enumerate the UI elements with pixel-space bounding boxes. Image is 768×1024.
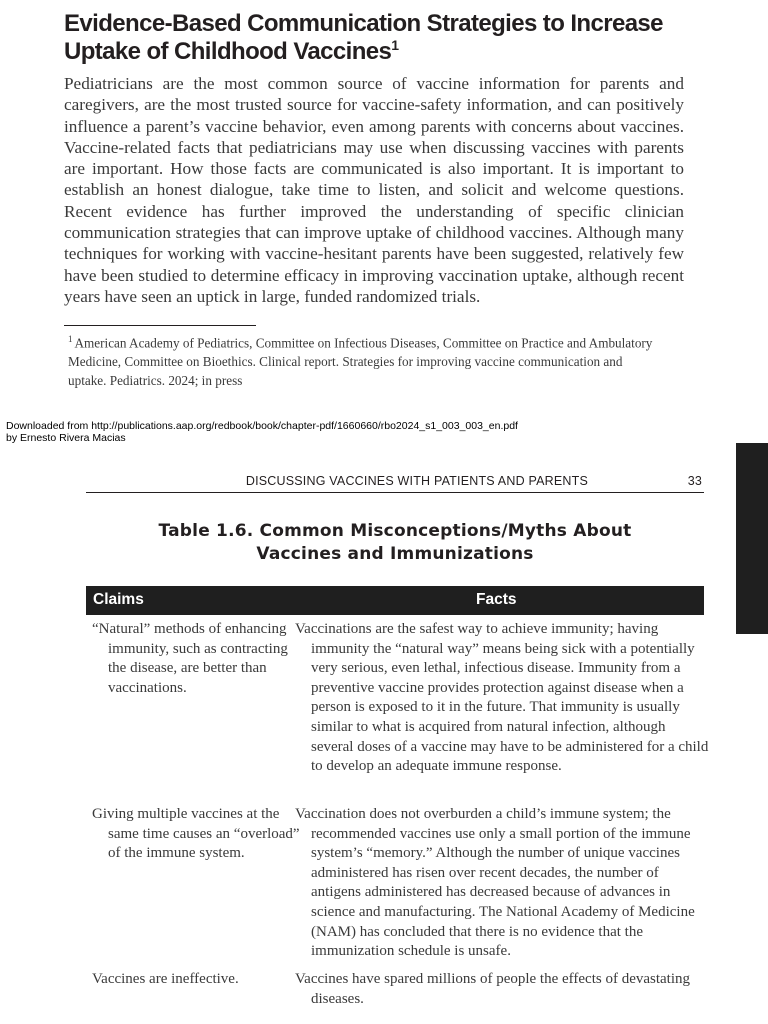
claim-cell: “Natural” methods of enhancing immunity, such as contracting the disease, are better than vaccinations. [92,621,288,696]
table-title [86,520,704,566]
claim-cell: Giving multiple vaccines at the same time causes an “overload” of the immune system. [92,806,300,862]
facts-column-header: Facts [476,591,517,608]
table-title-line-1: Table 1.6. Common Misconceptions/Myths About [158,521,632,541]
page-number: 33 [687,474,702,488]
footnote [64,330,660,390]
table-row [86,970,704,1012]
claims-column-header: Claims [93,591,144,608]
section-title: Evidence-Based Communication Strategies to Increase Uptake of Childhood Vaccines [64,10,663,65]
running-head [86,474,704,493]
table-row [86,620,709,798]
footnote-divider [64,325,256,326]
section-heading [64,10,724,66]
fact-cell: Vaccines have spared millions of people the effects of devastating diseases. [295,971,691,1007]
running-head-title: DISCUSSING VACCINES WITH PATIENTS AND PARENTS [245,474,588,488]
footnote-text: American Academy of Pediatrics, Committee on Infectious Diseases, Committee on Practice and Ambulatory Medicine, Committee on Bioethics. Clinical report. Strategies for improving vaccine communication and uptake. Pediatrics. 2024; in press [68,335,653,389]
table-row [86,805,704,963]
download-notice [6,421,566,444]
table-header [86,586,704,615]
fact-cell: Vaccinations are the safest way to achieve immunity; having immunity the “natural way” means being sick with a potentially very serious, even lethal, infectious disease. Immunity from a preventive vaccine provides protection against disease when a person is exposed to it in the future. That immunity is usually similar to what is acquired from natural infection, although several doses of a vaccine may have to be administered for a child to develop an adequate immune response. [295,621,709,775]
table-title-line-2: Vaccines and Immunizations [256,544,534,564]
footnote-marker: 1 [391,37,399,53]
intro-paragraph: Pediatricians are the most common source of vaccine information for parents and caregivers, are the most trusted source for vaccine-safety information, and can positively influence a parent’s vaccine behavior, even among parents with concerns about vaccines. Vaccine-related facts that pediatricians may use when discussing vaccines with parents are important. How those facts are communicated is also important. It is important to establish an honest dialogue, take time to listen, and solicit and welcome questions. Recent evidence has further improved the understanding of specific clinician communication strategies that can improve uptake of childhood vaccines. Although many techniques for working with vaccine-hesitant parents have been suggested, relatively few have been studied to determine efficacy in improving vaccination uptake, although recent years have seen an uptick in large, funded randomized trials. [64,74,684,306]
footnote-number: 1 [68,334,73,344]
fact-cell: Vaccination does not overburden a child’s immune system; the recommended vaccines use only a small portion of the immune system’s “memory.” Although the number of unique vaccines administered has risen over recent decades, the number of antigens administered has decreased because of advances in science and manufacturing. The National Academy of Medicine (NAM) has concluded that there is no evidence that the immunization schedule is unsafe. [295,806,695,960]
chapter-side-tab [736,443,768,634]
download-url-line: Downloaded from http://publications.aap.org/redbook/book/chapter-pdf/1660660/rbo2024_s1_003_003_en.pdf [6,420,518,432]
claim-cell: Vaccines are ineffective. [92,971,239,987]
download-user-line: by Ernesto Rivera Macias [6,431,126,444]
